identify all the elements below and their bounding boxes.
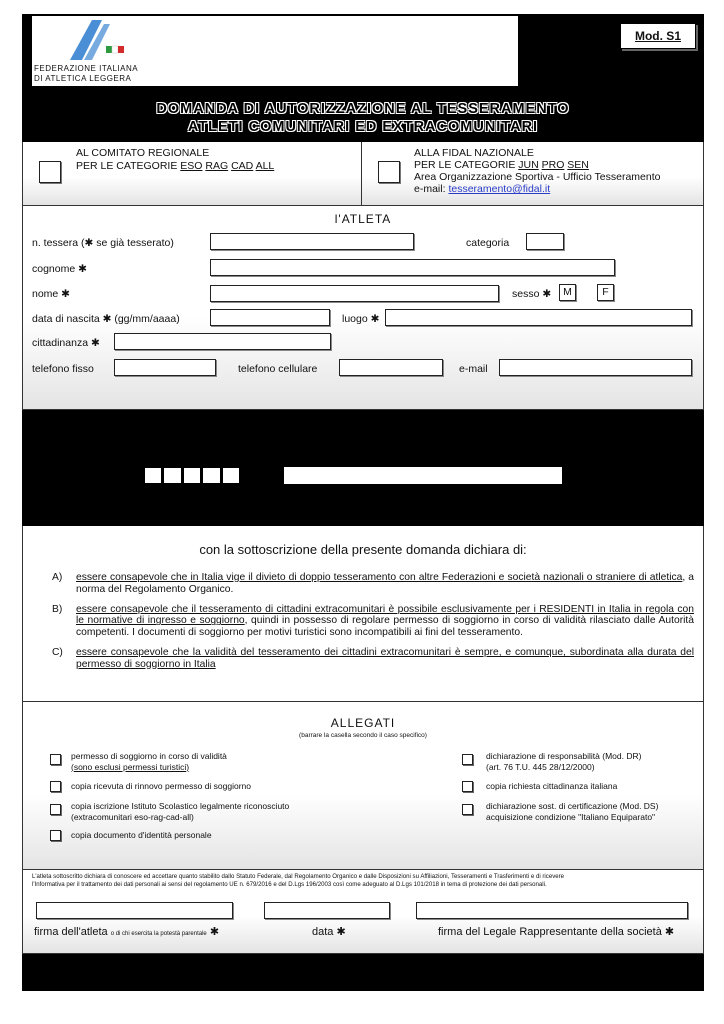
fidal-logo-icon [68,18,128,66]
attach-checkbox[interactable] [462,804,473,815]
attach-line: dichiarazione sost. di certificazione (Mod. DS) [486,801,659,811]
luogo-input[interactable] [385,309,692,326]
attach-item [486,751,641,772]
regional-text [76,147,274,173]
attachments-subtitle: (barrare la casella secondo il caso specifico) [299,732,427,739]
email-label: e-mail: [414,183,446,195]
categoria-input[interactable] [526,233,564,250]
email-link[interactable]: tesseramento@fidal.it [448,183,551,195]
privacy-note [32,873,696,889]
attach-item [71,830,212,841]
attachments-title: ALLEGATI [330,716,396,730]
society-code-boxes [144,467,240,484]
item-underlined: essere consapevole che il tesseramento di cittadini extracomunitari è possibile esclusivamente per i RESIDENTI in Italia in regola con le normative di ingresso e soggiorno [76,603,694,627]
email-input[interactable] [499,359,692,376]
item-underlined: essere consapevole che la validità del tesseramento dei cittadini extracomunitari è sempre, e comunque, subordinata alla durata del permesso di soggiorno in Italia [76,646,694,670]
item-rest: , quindi in possesso di regolare permesso di soggiorno in corso di validità rilasciato dalle Autorità competenti. I documenti di soggiorno per motivi turistici sono incompatibili ai fini del tesseramento. [76,615,694,639]
logo-line-1: FEDERAZIONE ITALIANA [34,64,139,73]
title-line-2: ATLETI COMUNITARI ED EXTRACOMUNITARI [187,119,539,135]
firma-atleta-text: firma dell'atleta [34,926,108,938]
mod-badge [620,23,696,49]
attach-checkbox[interactable] [50,804,61,815]
code-box[interactable] [163,467,181,484]
attach-item [486,781,617,792]
sesso-f-checkbox[interactable] [597,284,614,301]
title-line-1: DOMANDA DI AUTORIZZAZIONE AL TESSERAMENTO [156,101,570,117]
data-input[interactable] [264,902,390,919]
cat-jun: JUN [518,159,539,171]
declaration-item [52,647,694,671]
attach-checkbox[interactable] [462,781,473,792]
declaration-list [52,572,694,671]
cat-eso: ESO [180,160,203,172]
national-area: Area Organizzazione Sportiva - Ufficio Tesseramento [414,171,661,183]
item-letter: A) [52,572,63,583]
item-underlined: essere consapevole che in Italia vige il divieto di doppio tesseramento con altre Federazioni e società nazionali o straniere di atletica [76,572,683,583]
nascita-input[interactable] [210,309,330,326]
society-name-input[interactable] [284,467,562,484]
tel-fisso-label: telefono fisso [32,363,94,375]
sesso-f-label: F [602,286,609,298]
attach-line: copia ricevuta di rinnovo permesso di soggiorno [71,781,252,791]
attach-item [486,801,658,822]
declaration-item [52,604,694,639]
national-prefix: PER LE CATEGORIE [414,159,516,171]
cittadinanza-label: cittadinanza ✱ [32,337,100,349]
attach-checkbox[interactable] [462,754,473,765]
cognome-input[interactable] [210,259,615,276]
cat-rag: RAG [205,160,229,172]
nome-input[interactable] [210,285,499,302]
logo-line-2: DI ATLETICA LEGGERA [34,74,132,83]
firma-legale-label: firma del Legale Rappresentante della società ✱ [438,926,675,938]
required-star: ✱ [209,926,220,938]
nome-label: nome ✱ [32,288,70,300]
attach-line: (extracomunitari eso-rag-cad-all) [71,811,194,822]
tessera-label: n. tessera (✱ se già tesserato) [32,237,174,249]
nascita-label: data di nascita ✱ (gg/mm/aaaa) [32,313,180,325]
tel-cell-label: telefono cellulare [238,363,318,375]
attach-line: copia richiesta cittadinanza italiana [486,781,618,791]
email-field-label: e-mail [459,363,488,375]
attach-checkbox[interactable] [50,830,61,841]
item-letter: C) [52,646,63,658]
attach-checkbox[interactable] [50,781,61,792]
data-label: data ✱ [312,926,346,938]
cat-all: ALL [255,160,275,172]
declaration-intro: con la sottoscrizione della presente domanda dichiara di: [199,542,527,557]
attach-line: acquisizione condizione "Italiano Equiparato" [486,811,656,822]
sesso-m-checkbox[interactable] [559,284,576,301]
sesso-label: sesso ✱ [512,288,552,300]
tel-fisso-input[interactable] [114,359,216,376]
categoria-label: categoria [466,237,510,249]
sesso-m-label: M [563,286,572,298]
firma-atleta-small: o di chi esercita la potestà parentale [110,931,207,937]
cat-cad: CAD [231,160,254,172]
declaration-item [52,572,694,596]
privacy-line-2: l'Informativa per il trattamento dei dati personali ai sensi del regolamento UE n. 679/2016 e del D.Lgs 196/2003 così come adeguato al D.Lgs 101/2018 in tema di protezione dei dati personali. [32,881,547,888]
cittadinanza-input[interactable] [114,333,331,350]
form-title [22,100,704,136]
code-box[interactable] [183,467,201,484]
code-box[interactable] [202,467,220,484]
cat-pro: PRO [541,159,565,171]
firma-atleta-label [34,925,219,938]
regional-title: AL COMITATO REGIONALE [76,147,210,159]
item-rest: , a norma del Regolamento Organico. [76,572,695,595]
attach-line: (sono esclusi permessi turistici) [71,761,190,772]
attach-checkbox[interactable] [50,754,61,765]
national-text [414,147,660,195]
privacy-line-1: L'atleta sottoscritto dichiara di conoscere ed accettare quanto stabilito dallo Statuto Federale, dal Regolamento Organico e dalle Disposizioni su Affiliazioni, Tesseramenti e Trasferimenti e di ricevere [32,873,565,880]
luogo-label: luogo ✱ [342,313,380,325]
mod-label: Mod. S1 [634,29,681,43]
attach-line: copia iscrizione Istituto Scolastico legalmente riconosciuto [71,801,290,811]
cognome-label: cognome ✱ [32,263,87,275]
regional-prefix: PER LE CATEGORIE [76,160,178,172]
tel-cell-input[interactable] [339,359,443,376]
tessera-input[interactable] [210,233,414,250]
national-checkbox[interactable] [378,161,400,183]
firma-atleta-input[interactable] [36,902,233,919]
attach-line: copia documento d'identità personale [71,830,212,840]
form-page [22,14,704,991]
item-letter: B) [52,603,63,615]
code-box[interactable] [144,467,162,484]
attach-line: permesso di soggiorno in corso di validità [71,751,227,761]
attach-line: dichiarazione di responsabilità (Mod. DR) [486,751,642,761]
attach-item [71,801,289,822]
logo-area [32,16,518,86]
code-box[interactable] [222,467,240,484]
athlete-title: l'ATLETA [334,212,392,226]
bottom-band [22,954,704,991]
regional-checkbox[interactable] [39,161,61,183]
attach-item [71,781,251,792]
firma-legale-input[interactable] [416,902,688,919]
attach-item [71,751,227,772]
national-title: ALLA FIDAL NAZIONALE [414,147,534,159]
destination-divider [361,142,362,206]
cat-sen: SEN [567,159,589,171]
attach-line: (art. 76 T.U. 445 28/12/2000) [486,761,595,772]
